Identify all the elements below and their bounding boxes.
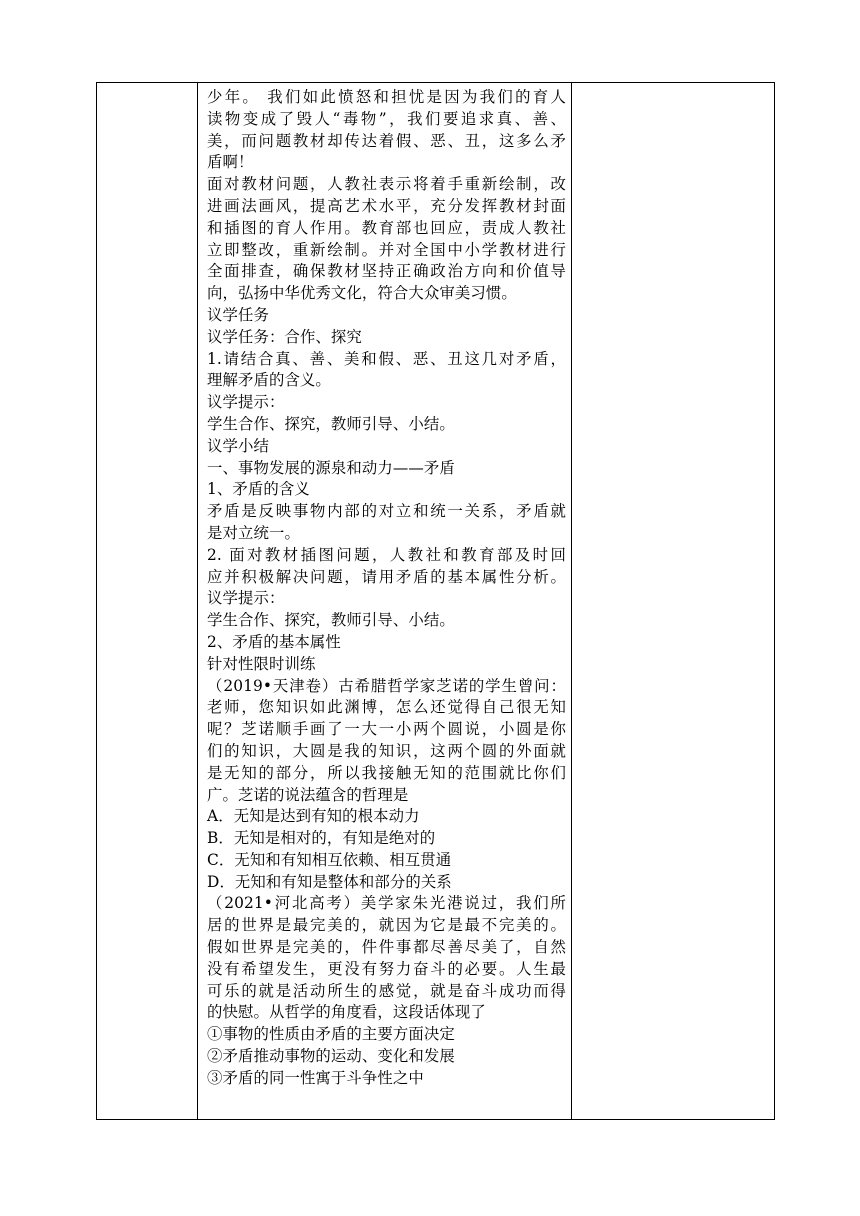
text-line: ③矛盾的同一性寓于斗争性之中	[207, 1068, 424, 1087]
text-line: A．无知是达到有知的根本动力	[207, 807, 420, 826]
text-line: 没有希望发生，更没有努力奋斗的必要。人生最	[207, 959, 566, 978]
text-line: D．无知和有知是整体和部分的关系	[207, 872, 452, 891]
text-line: 2、矛盾的基本属性	[207, 632, 341, 651]
lesson-table	[96, 82, 775, 1120]
content-cell	[198, 83, 572, 1120]
text-line: 假如世界是完美的，件件事都尽善尽美了，自然	[207, 938, 566, 957]
text-line: 全面排查，确保教材坚持正确政治方向和价值导	[207, 262, 566, 281]
text-line: 美，而问题教材却传达着假、恶、丑，这多么矛	[207, 131, 566, 150]
text-line: 少年。 我们如此愤怒和担忧是因为我们的育人	[207, 88, 566, 106]
text-line: 学生合作、探究，教师引导、小结。	[207, 611, 455, 630]
text-line: （2019•天津卷）古希腊哲学家芝诺的学生曾问：	[207, 676, 566, 695]
text-line: 面对教材问题，人教社表示将着手重新绘制，改	[207, 175, 566, 194]
text-line: C．无知和有知相互依赖、相互贯通	[207, 850, 452, 869]
left-cell	[97, 83, 198, 1120]
text-line: 是对立统一。	[207, 523, 300, 542]
text-line: 针对性限时训练	[207, 654, 316, 673]
text-line: 进画法画风，提高艺术水平，充分发挥教材封面	[207, 196, 566, 215]
text-line: 是无知的部分，所以我接触无知的范围就比你们	[207, 763, 566, 782]
text-line: 1、矛盾的含义	[207, 480, 310, 499]
table-row	[97, 83, 775, 1120]
text-line: 们的知识，大圆是我的知识，这两个圆的外面就	[207, 741, 566, 760]
text-line: 盾啊！	[207, 153, 254, 172]
text-line: 学生合作、探究，教师引导、小结。	[207, 414, 455, 433]
text-line: 向，弘扬中华优秀文化，符合大众审美习惯。	[207, 284, 517, 303]
text-line: 读物变成了毁人“毒物”，我们要追求真、善、	[207, 109, 566, 128]
text-line: 2. 面对教材插图问题，人教社和教育部及时回	[207, 545, 566, 564]
text-line: 理解矛盾的含义。	[207, 371, 331, 390]
text-line: 1.请结合真、善、美和假、恶、丑这几对矛盾，	[207, 349, 566, 368]
text-line: ①事物的性质由矛盾的主要方面决定	[207, 1025, 455, 1044]
text-line: （2021•河北高考）美学家朱光港说过，我们所	[207, 894, 566, 913]
text-line: 老师，您知识如此渊博，怎么还觉得自己很无知	[207, 698, 566, 717]
text-line: 立即整改，重新绘制。并对全国中小学教材进行	[207, 240, 566, 259]
text-line: 议学小结	[207, 436, 269, 455]
text-line: 议学提示：	[207, 393, 285, 412]
text-line: 议学任务：合作、探究	[207, 327, 362, 346]
text-line: 广。芝诺的说法蕴含的哲理是	[207, 785, 409, 804]
text-line: 议学任务	[207, 305, 269, 324]
text-line: 呢？芝诺顺手画了一大一小两个圆说，小圆是你	[207, 720, 566, 739]
right-cell	[572, 83, 775, 1120]
text-line: 和插图的育人作用。教育部也回应，责成人教社	[207, 218, 566, 237]
text-line: B．无知是相对的，有知是绝对的	[207, 829, 436, 848]
text-line: 议学提示：	[207, 589, 285, 608]
text-line: 应并积极解决问题，请用矛盾的基本属性分析。	[207, 567, 566, 586]
text-line: 矛盾是反映事物内部的对立和统一关系，矛盾就	[207, 502, 566, 521]
text-line: 一、事物发展的源泉和动力——矛盾	[207, 458, 455, 477]
text-line: 居的世界是最完美的，就因为它是最不完美的。	[207, 916, 566, 935]
text-line: ②矛盾推动事物的运动、变化和发展	[207, 1047, 455, 1066]
text-line: 的快慰。从哲学的角度看，这段话体现了	[207, 1003, 486, 1022]
text-line: 可乐的就是活动所生的感觉，就是奋斗成功而得	[207, 981, 566, 1000]
content-text	[198, 83, 571, 1090]
